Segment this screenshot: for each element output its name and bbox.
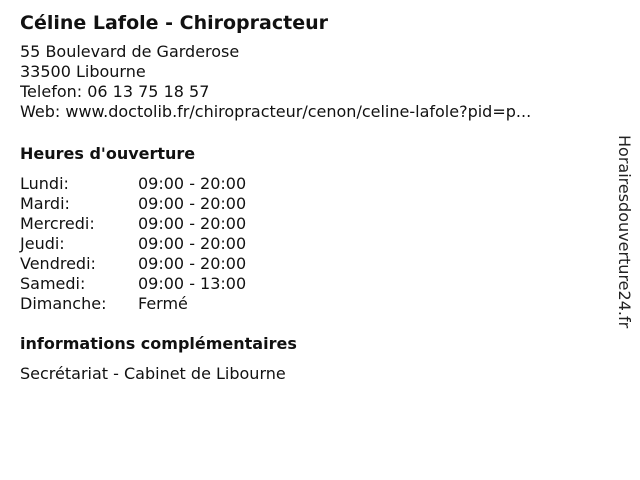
business-title: Céline Lafole - Chiropracteur <box>20 12 328 34</box>
hours-row-sunday <box>20 294 600 314</box>
site-watermark: Horairesdouverture24.fr <box>615 135 634 329</box>
opening-hours-heading: Heures d'ouverture <box>20 144 196 163</box>
address-street: 55 Boulevard de Garderose <box>20 42 240 61</box>
phone-number[interactable]: Telefon: 06 13 75 18 57 <box>20 82 210 101</box>
additional-info-heading: informations complémentaires <box>20 334 297 353</box>
time-range: Fermé <box>138 294 188 313</box>
opening-hours-table <box>20 174 600 314</box>
day-label: Dimanche: <box>20 294 107 313</box>
day-label: Samedi: <box>20 274 86 293</box>
time-range: 09:00 - 13:00 <box>138 274 247 293</box>
business-card <box>20 10 600 384</box>
website-link[interactable]: Web: www.doctolib.fr/chiropracteur/cenon/celine-lafole?pid=p... <box>20 102 532 121</box>
address-city: 33500 Libourne <box>20 62 146 81</box>
time-range: 09:00 - 20:00 <box>138 174 247 193</box>
day-label: Vendredi: <box>20 254 96 273</box>
additional-info-text: Secrétariat - Cabinet de Libourne <box>20 364 286 383</box>
hours-row-saturday <box>20 274 600 294</box>
day-label: Mercredi: <box>20 214 95 233</box>
time-range: 09:00 - 20:00 <box>138 214 247 233</box>
day-label: Lundi: <box>20 174 69 193</box>
hours-row-thursday <box>20 234 600 254</box>
day-label: Jeudi: <box>20 234 65 253</box>
hours-row-wednesday <box>20 214 600 234</box>
hours-row-friday <box>20 254 600 274</box>
time-range: 09:00 - 20:00 <box>138 194 247 213</box>
hours-row-monday <box>20 174 600 194</box>
time-range: 09:00 - 20:00 <box>138 254 247 273</box>
time-range: 09:00 - 20:00 <box>138 234 247 253</box>
hours-row-tuesday <box>20 194 600 214</box>
day-label: Mardi: <box>20 194 70 213</box>
